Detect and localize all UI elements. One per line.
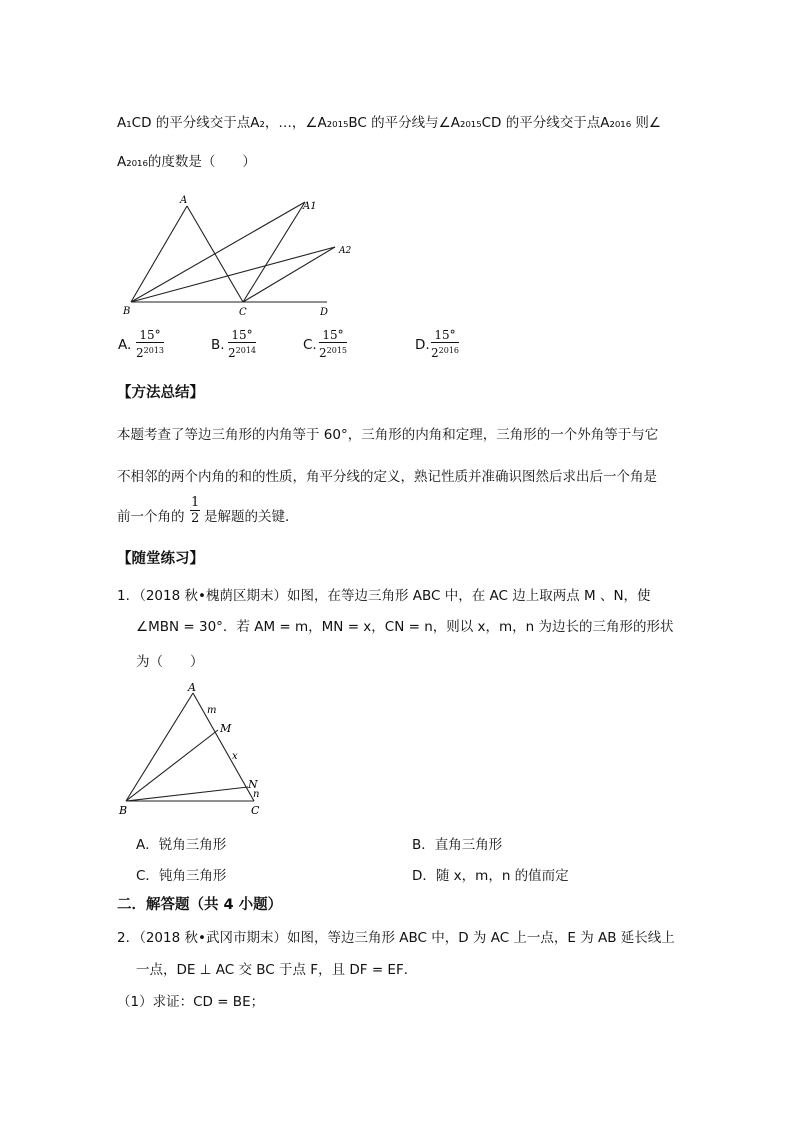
label-c: C <box>251 804 260 817</box>
q2-line1: 2．（2018 秋•武冈市期末）如图，等边三角形 ABC 中，D 为 AC 上一点，E 为 AB 延长线上 <box>117 930 675 946</box>
label-a: A <box>188 681 196 694</box>
label-b: B <box>119 804 128 817</box>
half-fraction: $\frac{1}{2}$ <box>191 495 200 526</box>
method-heading: 【方法总结】 <box>117 385 204 401</box>
q1-line1: 1．（2018 秋•槐荫区期末）如图，在等边三角形 ABC 中，在 AC 边上取两点 M 、N，使 <box>117 588 651 604</box>
q2-line3: （1）求证：CD = BE； <box>117 994 265 1010</box>
label-m-small: m <box>207 705 217 716</box>
method-line2: 不相邻的两个内角的和的性质，角平分线的定义，熟记性质并准确识图然后求出后一个角是 <box>117 469 657 485</box>
section2-heading: 二．解答题（共 4 小题） <box>117 897 283 913</box>
segment-ca2 <box>243 247 335 302</box>
segment-ca1 <box>243 202 305 302</box>
choice2-d[interactable]: D．随 x，m，n 的值而定 <box>412 868 569 884</box>
label-x: x <box>232 751 238 762</box>
label-a2: A2 <box>339 246 352 256</box>
segment-ba <box>131 206 187 302</box>
problem-intro-line2: A₂₀₁₆的度数是（ ） <box>117 154 256 170</box>
q1-line3: 为（ ） <box>136 654 204 670</box>
segment-bm <box>126 730 218 801</box>
segment-ba1 <box>131 202 305 302</box>
choice-d-letter[interactable]: D. <box>415 337 430 353</box>
figure-equilateral-triangle <box>115 680 275 820</box>
choice2-a[interactable]: A．锐角三角形 <box>136 837 227 853</box>
segment-bn <box>126 787 248 801</box>
label-a1: A1 <box>303 201 317 212</box>
choice-a-letter[interactable]: A. <box>118 337 132 353</box>
choice2-c[interactable]: C．钝角三角形 <box>136 868 227 884</box>
label-b: B <box>123 306 131 317</box>
problem-intro-line1: A₁CD 的平分线交于点A₂，…，∠A₂₀₁₅BC 的平分线与∠A₂₀₁₅CD 的平分线交于点A₂₀₁₆ 则∠ <box>117 115 662 131</box>
choice-d-fraction[interactable]: $\frac{15^\circ}{2^{2016}}$ <box>431 328 459 360</box>
side-ac <box>193 693 254 801</box>
segment-ba2 <box>131 247 335 302</box>
label-d: D <box>320 307 329 318</box>
figure-angle-bisectors <box>115 190 365 320</box>
q2-line2: 一点，DE ⊥ AC 交 BC 于点 F，且 DF = EF． <box>136 962 418 978</box>
practice-heading: 【随堂练习】 <box>117 551 204 567</box>
label-a: A <box>180 195 188 206</box>
label-m: M <box>220 722 232 735</box>
label-c: C <box>239 307 247 318</box>
choice-b-fraction[interactable]: $\frac{15^\circ}{2^{2014}}$ <box>228 328 256 360</box>
choice-a-fraction[interactable]: $\frac{15^\circ}{2^{2013}}$ <box>136 328 164 360</box>
label-n-small: n <box>253 789 260 800</box>
method-line3-pre: 前一个角的 <box>117 509 185 525</box>
method-line1: 本题考查了等边三角形的内角等于 60°，三角形的内角和定理，三角形的一个外角等于与它 <box>117 427 659 443</box>
q1-line2: ∠MBN = 30°．若 AM = m，MN = x，CN = n，则以 x，m，n 为边长的三角形的形状 <box>136 619 674 635</box>
side-ba <box>126 693 193 801</box>
method-line3-post: 是解题的关键． <box>204 509 299 525</box>
choice-b-letter[interactable]: B. <box>211 337 225 353</box>
label-n: N <box>248 778 258 791</box>
choice-c-letter[interactable]: C. <box>303 337 317 353</box>
choice2-b[interactable]: B．直角三角形 <box>412 837 503 853</box>
choice-c-fraction[interactable]: $\frac{15^\circ}{2^{2015}}$ <box>319 328 347 360</box>
